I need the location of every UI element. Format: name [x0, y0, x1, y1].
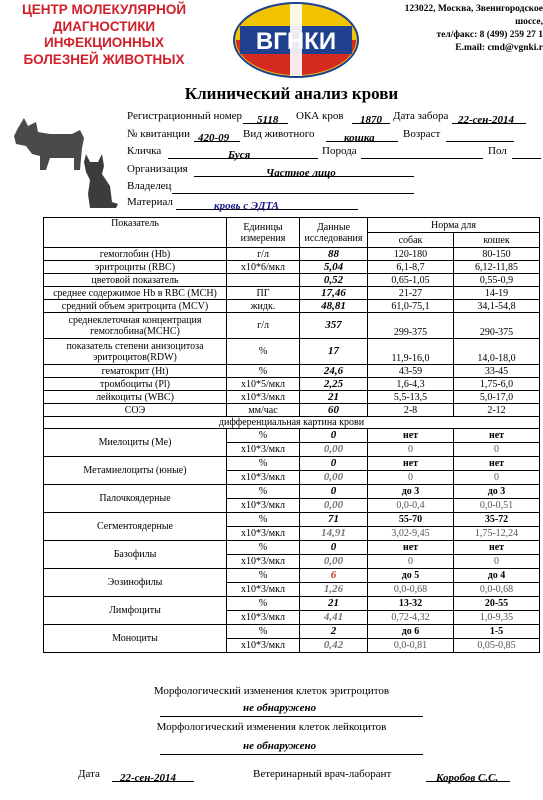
row-value: 88 [300, 248, 368, 261]
row-value: 2,25 [300, 378, 368, 391]
blood-analysis-table [43, 217, 540, 653]
row-norm-cat: 14,0-18,0 [454, 339, 540, 365]
header-units: Единицы измерения [227, 218, 300, 248]
row-norm-dog: 5,5-13,5 [368, 391, 454, 404]
diff-unit-abs: x10*3/мкл [227, 555, 300, 569]
oka-value: 1870 [360, 114, 382, 126]
diff-norm-cat-pct: 1-5 [454, 625, 540, 639]
organization-label: Организация [127, 163, 188, 175]
row-norm-cat: 80-150 [454, 248, 540, 261]
diff-norm-cat-abs: 0 [454, 471, 540, 485]
organization-field[interactable] [194, 163, 414, 177]
table-row [44, 287, 540, 300]
row-value: 60 [300, 404, 368, 417]
date-collected-value: 22-сен-2014 [458, 114, 515, 126]
diff-norm-cat-abs: 0,0-0,51 [454, 499, 540, 513]
diff-norm-dog-abs: 0,72-4,32 [368, 611, 454, 625]
row-norm-dog: 43-59 [368, 365, 454, 378]
table-row [44, 378, 540, 391]
sign-date-field[interactable] [112, 768, 194, 782]
date-collected-label: Дата забора [393, 110, 449, 122]
morph-rbc-underline [160, 716, 423, 717]
diff-norm-cat-pct: нет [454, 541, 540, 555]
row-norm-cat: 0,55-0,9 [454, 274, 540, 287]
diff-norm-cat-abs: 1,0-9,35 [454, 611, 540, 625]
table-row [44, 597, 540, 611]
diff-norm-cat-abs: 0 [454, 443, 540, 457]
row-unit: ПГ [227, 287, 300, 300]
row-name: среднее содержимое Hb в RBC (MCH) [44, 287, 227, 300]
organization-value: Частное лицо [266, 167, 336, 179]
diff-value-abs: 0,00 [300, 471, 368, 485]
diff-unit-pct: % [227, 541, 300, 555]
contact-info [366, 3, 543, 55]
address-line-2: шоссе, [515, 17, 543, 27]
table-row [44, 261, 540, 274]
diff-norm-cat-pct: 20-55 [454, 597, 540, 611]
diff-unit-abs: x10*3/мкл [227, 499, 300, 513]
row-value: 48,81 [300, 300, 368, 313]
row-name: цветовой показатель [44, 274, 227, 287]
diff-norm-cat-pct: до 3 [454, 485, 540, 499]
table-row [44, 391, 540, 404]
cat-silhouette-icon [76, 150, 122, 210]
species-value: кошка [344, 132, 375, 144]
row-unit [227, 274, 300, 287]
sign-date-label: Дата [78, 768, 100, 780]
diff-name: Сегментоядерные [44, 513, 227, 541]
diff-unit-pct: % [227, 625, 300, 639]
diff-unit-pct: % [227, 457, 300, 471]
row-unit: г/л [227, 248, 300, 261]
diff-value-pct: 6 [300, 569, 368, 583]
diff-norm-dog-pct: нет [368, 429, 454, 443]
diff-value-abs: 0,00 [300, 555, 368, 569]
diff-value-abs: 4,41 [300, 611, 368, 625]
doctor-label: Ветеринарный врач-лаборант [253, 768, 392, 780]
row-name: средний объем эритроцита (MCV) [44, 300, 227, 313]
diff-norm-dog-abs: 0 [368, 443, 454, 457]
row-value: 21 [300, 391, 368, 404]
diff-norm-cat-pct: нет [454, 457, 540, 471]
page-title: Клинический анализ крови [184, 84, 399, 103]
row-norm-dog: 299-375 [368, 313, 454, 339]
row-norm-dog: 120-180 [368, 248, 454, 261]
row-norm-dog: 11,9-16,0 [368, 339, 454, 365]
row-norm-dog: 21-27 [368, 287, 454, 300]
row-norm-cat: 1,75-6,0 [454, 378, 540, 391]
row-value: 17 [300, 339, 368, 365]
material-label: Материал [127, 196, 173, 208]
morph-rbc-value: не обнаружено [243, 702, 317, 714]
sex-field[interactable] [512, 145, 541, 159]
diff-title-row [44, 417, 540, 429]
nick-field[interactable] [168, 145, 318, 159]
row-name: СОЭ [44, 404, 227, 417]
row-unit: жидк. [227, 300, 300, 313]
material-field[interactable] [176, 196, 358, 210]
receipt-field[interactable] [194, 128, 240, 142]
table-row [44, 248, 540, 261]
diff-value-pct: 0 [300, 429, 368, 443]
morph-rbc-label: Морфологический изменения клеток эритроцитов [153, 685, 390, 697]
diff-value-pct: 0 [300, 485, 368, 499]
table-row [44, 485, 540, 499]
org-line-4: БОЛЕЗНЕЙ ЖИВОТНЫХ [23, 51, 185, 67]
table-row [44, 625, 540, 639]
table-row [44, 513, 540, 527]
date-collected-field[interactable] [452, 110, 526, 124]
doctor-value: Коробов С.С. [436, 772, 499, 784]
table-row [44, 313, 540, 339]
row-unit: x10*6/мкл [227, 261, 300, 274]
diff-norm-dog-abs: 3,02-9,45 [368, 527, 454, 541]
row-unit: % [227, 365, 300, 378]
sign-date-value: 22-сен-2014 [120, 772, 177, 784]
diff-value-abs: 1,26 [300, 583, 368, 597]
diff-norm-cat-abs: 0,0-0,68 [454, 583, 540, 597]
doctor-field[interactable] [426, 768, 510, 782]
reg-number-value: 5118 [257, 114, 279, 126]
diff-name: Эозинофилы [44, 569, 227, 597]
diff-norm-cat-pct: до 4 [454, 569, 540, 583]
table-row [44, 457, 540, 471]
diff-norm-dog-pct: до 5 [368, 569, 454, 583]
diff-norm-dog-pct: 13-32 [368, 597, 454, 611]
row-norm-cat: 5,0-17,0 [454, 391, 540, 404]
row-name: лейкоциты (WBC) [44, 391, 227, 404]
diff-name: Миелоциты (Ме) [44, 429, 227, 457]
diff-norm-dog-abs: 0,0-0,81 [368, 639, 454, 653]
row-unit: % [227, 339, 300, 365]
oka-field[interactable] [352, 110, 390, 124]
nick-label: Кличка [127, 145, 162, 157]
address-line: 123022, Москва, Звенигородское [404, 4, 543, 14]
row-value: 0,52 [300, 274, 368, 287]
row-value: 357 [300, 313, 368, 339]
diff-unit-abs: x10*3/мкл [227, 471, 300, 485]
nick-value: Буся [228, 149, 251, 161]
diff-title: дифференциальная картина крови [44, 417, 540, 429]
morph-wbc-value: не обнаружено [243, 740, 317, 752]
diff-value-pct: 2 [300, 625, 368, 639]
species-field[interactable] [326, 128, 398, 142]
row-norm-cat: 290-375 [454, 313, 540, 339]
sex-label: Пол [488, 145, 507, 157]
diff-norm-cat-abs: 0,05-0,85 [454, 639, 540, 653]
row-unit: x10*5/мкл [227, 378, 300, 391]
age-field[interactable] [446, 128, 514, 142]
row-name: эритроциты (RBC) [44, 261, 227, 274]
row-name: показатель степени анизоцитоза эритроцитов(RDW) [44, 339, 227, 365]
morph-wbc-label: Морфологический изменения клеток лейкоцитов [156, 721, 387, 733]
diff-norm-dog-abs: 0,0-0,4 [368, 499, 454, 513]
organization-name [0, 2, 208, 68]
owner-field[interactable] [172, 180, 414, 194]
row-name: среднеклеточная концентрация гемоглобина(MCHC) [44, 313, 227, 339]
row-norm-dog: 0,65-1,05 [368, 274, 454, 287]
org-line-2: ДИАГНОСТИКИ [52, 18, 156, 34]
reg-number-label: Регистрационный номер [127, 110, 243, 122]
diff-unit-pct: % [227, 485, 300, 499]
diff-unit-abs: x10*3/мкл [227, 443, 300, 457]
diff-unit-pct: % [227, 569, 300, 583]
row-name: тромбоциты (Pl) [44, 378, 227, 391]
row-norm-cat: 34,1-54,8 [454, 300, 540, 313]
table-row [44, 569, 540, 583]
row-norm-dog: 6,1-8,7 [368, 261, 454, 274]
diff-value-abs: 0,00 [300, 499, 368, 513]
row-name: гематокрит (Ht) [44, 365, 227, 378]
reg-number-field[interactable] [243, 110, 288, 124]
table-row [44, 339, 540, 365]
diff-norm-dog-abs: 0 [368, 471, 454, 485]
table-row [44, 274, 540, 287]
age-label: Возраст [403, 128, 441, 140]
diff-unit-pct: % [227, 429, 300, 443]
diff-name: Лимфоциты [44, 597, 227, 625]
diff-norm-cat-pct: нет [454, 429, 540, 443]
diff-unit-pct: % [227, 513, 300, 527]
diff-norm-dog-pct: нет [368, 541, 454, 555]
diff-name: Палочкоядерные [44, 485, 227, 513]
header-norm: Норма для [368, 218, 540, 233]
logo-text: ВГНКИ [255, 28, 337, 55]
table-row [44, 429, 540, 443]
email: E.mail: cmd@vgnki.r [455, 43, 543, 53]
species-label: Вид животного [243, 128, 315, 140]
diff-unit-pct: % [227, 597, 300, 611]
vgnki-logo [232, 1, 360, 79]
diff-norm-cat-abs: 0 [454, 555, 540, 569]
diff-value-pct: 21 [300, 597, 368, 611]
diff-norm-dog-abs: 0 [368, 555, 454, 569]
row-norm-dog: 1,6-4,3 [368, 378, 454, 391]
diff-unit-abs: x10*3/мкл [227, 639, 300, 653]
org-line-1: ЦЕНТР МОЛЕКУЛЯРНОЙ [21, 2, 187, 17]
diff-norm-dog-abs: 0,0-0,68 [368, 583, 454, 597]
header-param: Показатель [44, 218, 227, 248]
org-line-3: ИНФЕКЦИОННЫХ [43, 35, 164, 50]
diff-norm-dog-pct: до 6 [368, 625, 454, 639]
table-row [44, 365, 540, 378]
oka-label: ОКА кров [296, 110, 344, 122]
diff-norm-dog-pct: до 3 [368, 485, 454, 499]
row-norm-cat: 2-12 [454, 404, 540, 417]
diff-value-pct: 0 [300, 541, 368, 555]
header-data: Данные исследования [300, 218, 368, 248]
row-unit: x10*3/мкл [227, 391, 300, 404]
breed-label: Порода [322, 145, 357, 157]
diff-name: Базофилы [44, 541, 227, 569]
row-unit: мм/час [227, 404, 300, 417]
breed-field[interactable] [361, 145, 483, 159]
row-name: гемоглобин (Hb) [44, 248, 227, 261]
row-norm-cat: 33-45 [454, 365, 540, 378]
diff-value-abs: 0,42 [300, 639, 368, 653]
receipt-label: № квитанции [127, 128, 191, 140]
header-dogs: собак [368, 233, 454, 248]
row-norm-cat: 6,12-11,85 [454, 261, 540, 274]
table-row [44, 404, 540, 417]
diff-value-abs: 0,00 [300, 443, 368, 457]
row-unit: г/л [227, 313, 300, 339]
header-cats: кошек [454, 233, 540, 248]
row-norm-cat: 14-19 [454, 287, 540, 300]
phone: тел/факс: 8 (499) 259 27 1 [436, 30, 543, 40]
diff-norm-cat-abs: 1,75-12,24 [454, 527, 540, 541]
table-row [44, 300, 540, 313]
diff-name: Метамиелоциты (юные) [44, 457, 227, 485]
row-norm-dog: 2-8 [368, 404, 454, 417]
diff-norm-dog-pct: нет [368, 457, 454, 471]
row-norm-dog: 61,0-75,1 [368, 300, 454, 313]
row-value: 5,04 [300, 261, 368, 274]
diff-norm-cat-pct: 35-72 [454, 513, 540, 527]
diff-value-abs: 14,91 [300, 527, 368, 541]
diff-unit-abs: x10*3/мкл [227, 527, 300, 541]
diff-value-pct: 0 [300, 457, 368, 471]
diff-norm-dog-pct: 55-70 [368, 513, 454, 527]
receipt-value: 420-09 [198, 132, 230, 144]
owner-label: Владелец [127, 180, 172, 192]
diff-name: Моноциты [44, 625, 227, 653]
row-value: 24,6 [300, 365, 368, 378]
morph-wbc-underline [160, 754, 423, 755]
diff-value-pct: 71 [300, 513, 368, 527]
row-value: 17,46 [300, 287, 368, 300]
diff-unit-abs: x10*3/мкл [227, 583, 300, 597]
diff-unit-abs: x10*3/мкл [227, 611, 300, 625]
table-row [44, 541, 540, 555]
material-value: кровь с ЭДТА [214, 200, 279, 212]
